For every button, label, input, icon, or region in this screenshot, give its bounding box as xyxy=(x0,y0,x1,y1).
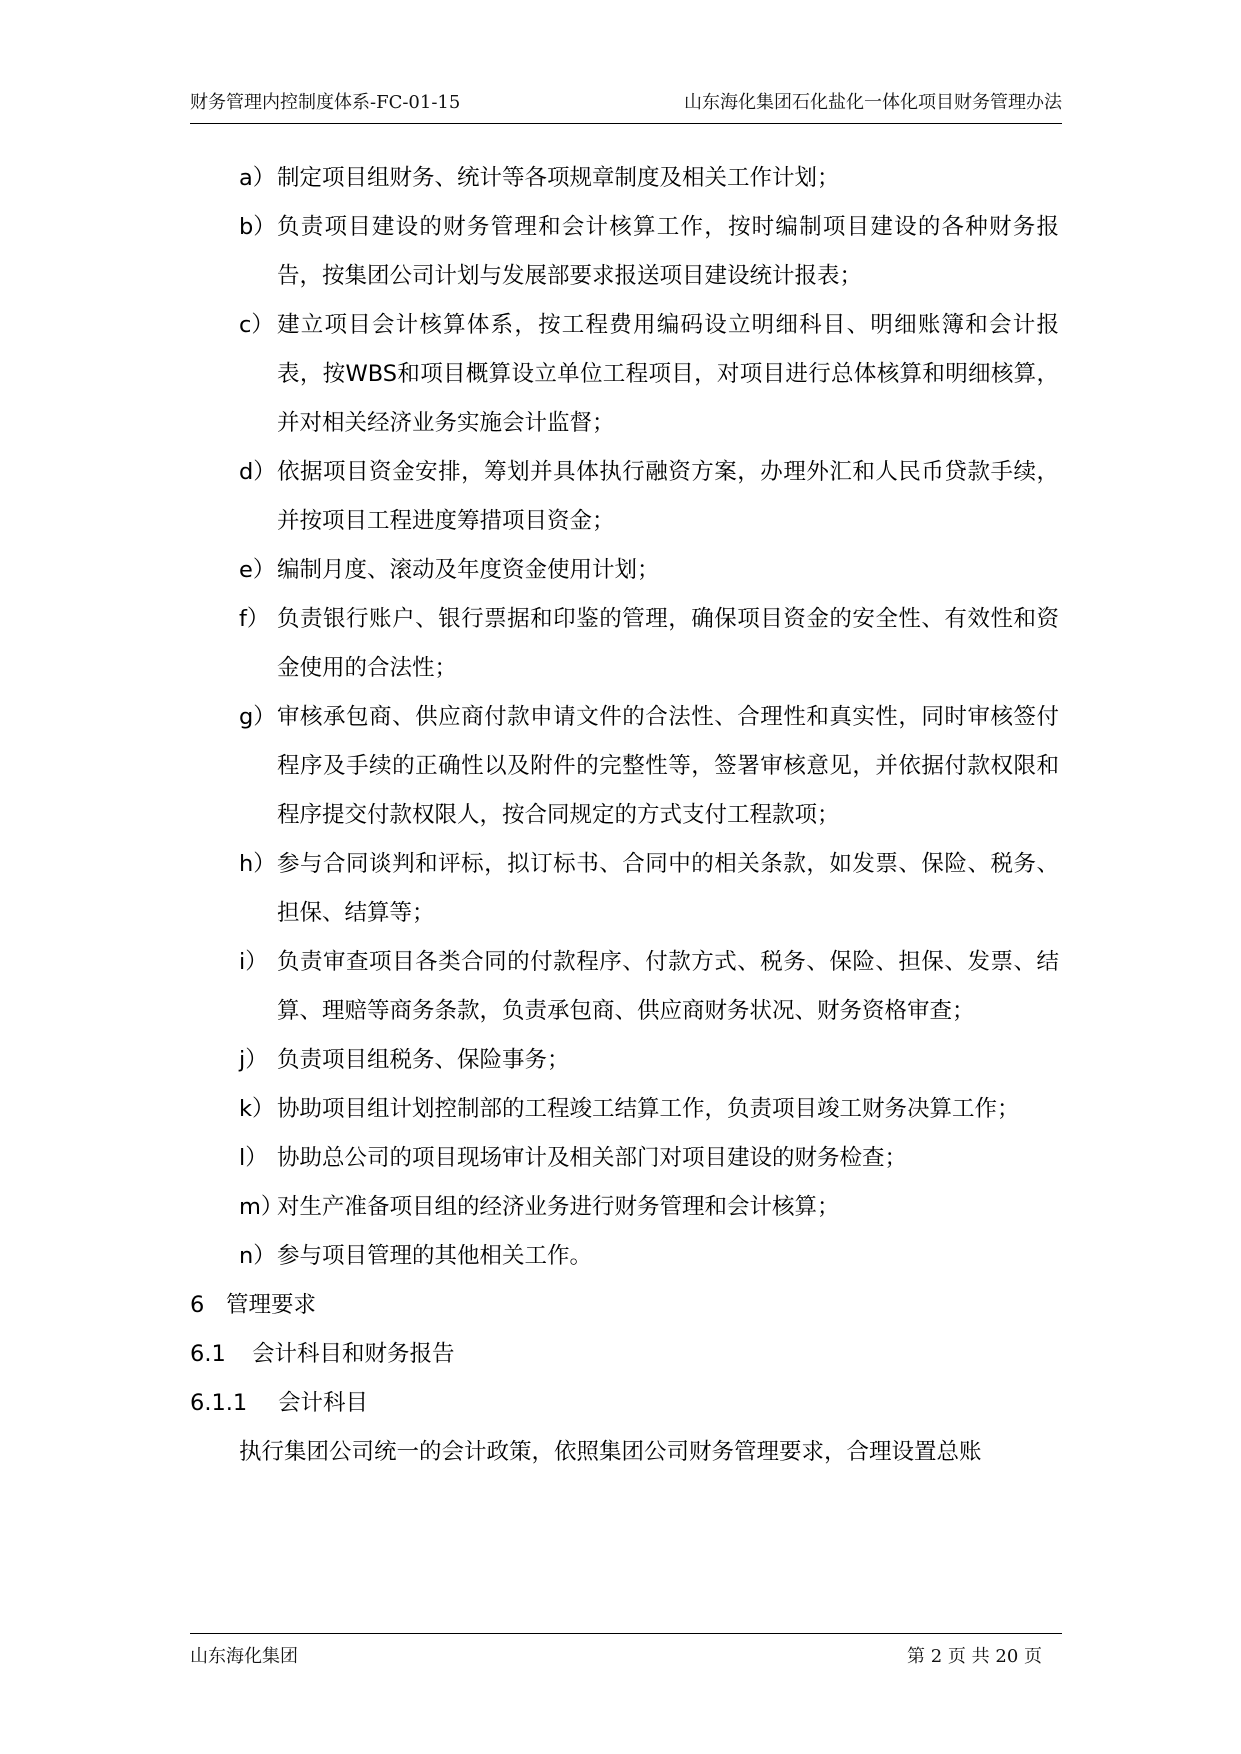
list-item-marker: g） xyxy=(239,704,276,730)
list-item-marker: d） xyxy=(239,459,276,485)
list-item-text: 负责审查项目各类合同的付款程序、付款方式、税务、保险、担保、发票、结算、理赔等商务条款，负责承包商、供应商财务状况、财务资格审查； xyxy=(277,949,1059,1024)
header-rule xyxy=(190,123,1062,124)
list-item-marker: c） xyxy=(239,312,274,338)
list-item-text: 参与项目管理的其他相关工作。 xyxy=(277,1243,593,1269)
list-item xyxy=(239,1134,1059,1183)
list-item-marker: f） xyxy=(239,606,270,632)
page-footer xyxy=(190,1640,1062,1670)
list-item-text: 制定项目组财务、统计等各项规章制度及相关工作计划； xyxy=(277,165,840,191)
list-item-text: 协助总公司的项目现场审计及相关部门对项目建设的财务检查； xyxy=(277,1145,908,1171)
list-item-marker: n） xyxy=(239,1243,276,1269)
header-doc-title: 山东海化集团石化盐化一体化项目财务管理办法 xyxy=(684,92,1062,113)
list-item xyxy=(239,938,1059,1036)
list-item-marker: k） xyxy=(239,1096,275,1122)
subsection-heading xyxy=(190,1330,1060,1379)
list-item-marker: b） xyxy=(239,214,276,240)
subsubsection-title: 会计科目 xyxy=(278,1390,369,1416)
footer-page-number: 第 2 页 共 20 页 xyxy=(907,1646,1042,1667)
document-body xyxy=(0,154,1241,1477)
list-item-text: 编制月度、滚动及年度资金使用计划； xyxy=(277,557,660,583)
list-item xyxy=(239,1085,1059,1134)
list-item-text: 依据项目资金安排，筹划并具体执行融资方案，办理外汇和人民币贷款手续，并按项目工程进度筹措项目资金； xyxy=(277,459,1059,534)
list-item-text: 负责银行账户、银行票据和印鉴的管理，确保项目资金的安全性、有效性和资金使用的合法性； xyxy=(277,606,1059,681)
list-item-marker: a） xyxy=(239,165,276,191)
subsubsection-number: 6.1.1 xyxy=(190,1390,248,1416)
list-item xyxy=(239,546,1059,595)
section-title: 管理要求 xyxy=(226,1292,317,1318)
list-item xyxy=(239,595,1059,693)
body-paragraph: 执行集团公司统一的会计政策，依照集团公司财务管理要求，合理设置总账 xyxy=(239,1439,982,1465)
subsubsection-heading xyxy=(190,1379,1060,1428)
header-doc-code: 财务管理内控制度体系-FC-01-15 xyxy=(190,92,461,113)
section-number: 6 xyxy=(190,1292,205,1318)
list-item-text: 参与合同谈判和评标，拟订标书、合同中的相关条款，如发票、保险、税务、担保、结算等； xyxy=(277,851,1059,926)
list-item-marker: j） xyxy=(239,1047,268,1073)
list-item xyxy=(239,840,1059,938)
list-item xyxy=(239,203,1059,301)
list-item xyxy=(239,301,1059,448)
list-item xyxy=(239,693,1059,840)
list-item-text: 建立项目会计核算体系，按工程费用编码设立明细科目、明细账簿和会计报表，按WBS和项目概算设立单位工程项目，对项目进行总体核算和明细核算，并对相关经济业务实施会计监督； xyxy=(277,312,1059,436)
responsibility-list xyxy=(0,154,1241,1281)
list-item-text: 负责项目建设的财务管理和会计核算工作，按时编制项目建设的各种财务报告，按集团公司计划与发展部要求报送项目建设统计报表； xyxy=(277,214,1059,289)
list-item xyxy=(239,448,1059,546)
list-item xyxy=(239,154,1059,203)
list-item xyxy=(239,1183,1059,1232)
list-item-marker: h） xyxy=(239,851,276,877)
footer-rule xyxy=(190,1633,1062,1634)
list-item-text: 协助项目组计划控制部的工程竣工结算工作，负责项目竣工财务决算工作； xyxy=(277,1096,1020,1122)
list-item xyxy=(239,1232,1059,1281)
list-item-marker: l） xyxy=(239,1145,268,1171)
subsection-title: 会计科目和财务报告 xyxy=(252,1341,455,1367)
list-item-marker: i） xyxy=(239,949,268,975)
subsection-number: 6.1 xyxy=(190,1341,226,1367)
list-item xyxy=(239,1036,1059,1085)
page-header xyxy=(190,84,1062,114)
list-item-text: 负责项目组税务、保险事务； xyxy=(277,1047,570,1073)
list-item-text: 对生产准备项目组的经济业务进行财务管理和会计核算； xyxy=(277,1194,840,1220)
list-item-marker: e） xyxy=(239,557,276,583)
section-heading xyxy=(190,1281,1060,1330)
list-item-text: 审核承包商、供应商付款申请文件的合法性、合理性和真实性，同时审核签付程序及手续的正确性以及附件的完整性等，签署审核意见，并依据付款权限和程序提交付款权限人，按合同规定的方式支付工程款项； xyxy=(277,704,1059,828)
list-item-marker: m） xyxy=(239,1194,284,1220)
footer-company: 山东海化集团 xyxy=(190,1646,298,1667)
